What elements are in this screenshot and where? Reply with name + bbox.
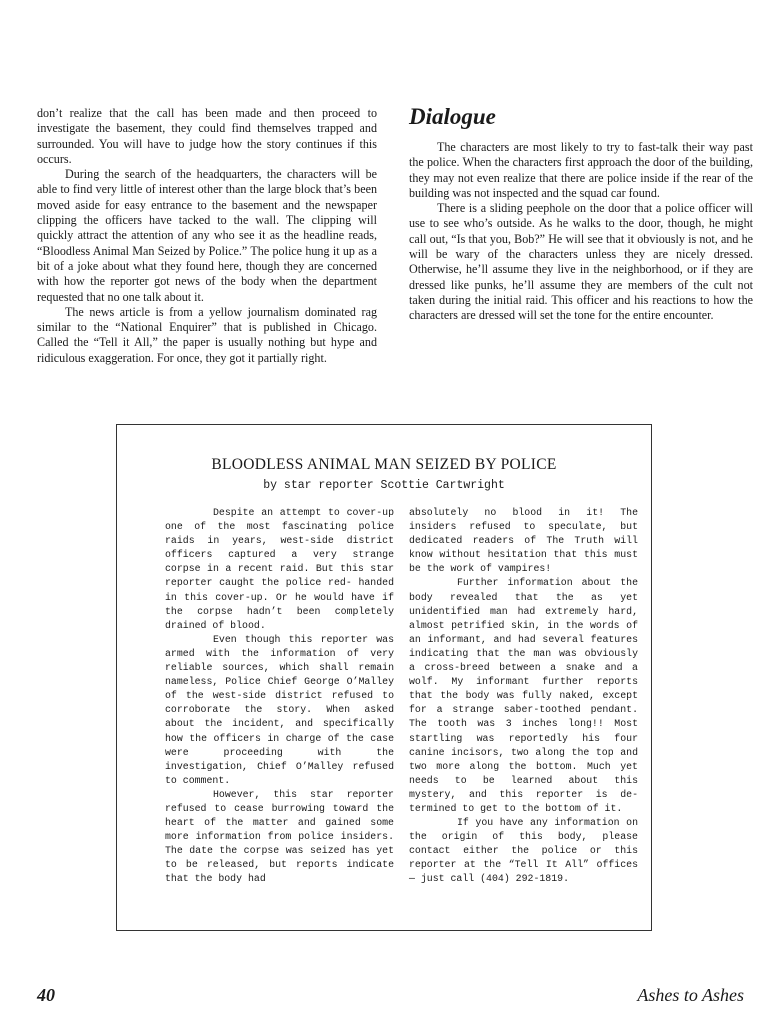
- clipping-paragraph: absolutely no blood in it! The insiders refused to speculate, but dedicated readers of The Truth will know without hesitation that this must be the work of vampires!: [409, 507, 638, 575]
- clipping-column-1: [165, 506, 394, 887]
- body-paragraph: There is a sliding peephole on the door that a police officer will use to see who’s outside. As he walks to the door, though, he might call out, “Is that you, Bob?” He will see that it obviously is not, and he will be wary of the characters unless they are nicely dressed. Otherwise, he’ll assume they live in the neighborhood, or if they are dressed like punks, he’ll assume they are members of the cult not taken during the initial raid. This officer and his reactions to how the characters are dressed will set the tone for the entire encounter.: [409, 201, 753, 323]
- clipping-paragraph: Despite an attempt to cover-up one of the most fascinating police raids in years, west-side district officers captured a very strange corpse in a recent raid. But this star reporter caught the police red- handed in this cover-up. Or he would have if the corpse hadn’t been completely drained of blood.: [165, 507, 394, 631]
- clipping-byline: by star reporter Scottie Cartwright: [263, 479, 505, 492]
- left-text-column: [37, 106, 377, 366]
- section-heading: Dialogue: [409, 104, 496, 129]
- clipping-paragraph: Further information about the body revealed that the as yet unidentified man had extremely hard, almost petrified skin, in the words of an informant, and had several features indicating that the man was obviously a cross-breed between a snake and a wolf. My informant further reports that the body was fully naked, except for a strange saber-toothed pendant. The tooth was 3 inches long!! Most startling was reportedly his four canine incisors, two along the top and two more along the bottom. Much yet needs to be learned about this mystery, and this reporter is de-termined to get to the bottom of it.: [409, 577, 638, 814]
- clipping-paragraph: However, this star reporter refused to cease burrowing toward the heart of the matter and gained some more information from police insiders. The date the corpse was seized has yet to be released, but reports indicate that the body had: [165, 788, 394, 885]
- body-paragraph: During the search of the headquarters, the characters will be able to find very little of interest other than the large block that’s been moved aside for easy entrance to the basement and the newspaper clipping the officers have tacked to the wall. The clipping will quickly attract the attention of any who see it as the headline reads, “Bloodless Animal Man Seized by Police.” The police hung it up as a bit of a joke about what they found here, though they are concerned with how the reporter got news of the body when the department requested that no one talk about it.: [37, 167, 377, 304]
- right-text-column: [409, 104, 753, 324]
- clipping-headline: BLOODLESS ANIMAL MAN SEIZED BY POLICE: [211, 456, 557, 473]
- clipping-column-2: [409, 506, 638, 887]
- newspaper-clipping: [116, 424, 652, 931]
- body-paragraph: The news article is from a yellow journalism dominated rag similar to the “National Enquirer” that is published in Chicago. Called the “Tell it All,” the paper is usually nothing but hype and ridiculous exaggeration. For once, they got it partially right.: [37, 304, 377, 365]
- clipping-paragraph: If you have any information on the origin of this body, please contact either the police or this reporter at the “Tell It All” offices — just call (404) 292-1819.: [409, 817, 638, 885]
- book-title: Ashes to Ashes: [637, 985, 744, 1005]
- page-number: 40: [37, 985, 55, 1005]
- clipping-paragraph: Even though this reporter was armed with the information of very reliable sources, which shall remain nameless, Police Chief George O’Malley of the west-side district refused to corroborate the story. When asked about the incident, and specifically how the officers in charge of the case were proceeding with the investigation, Chief O’Malley refused to comment.: [165, 633, 394, 786]
- body-paragraph: don’t realize that the call has been made and then proceed to investigate the basement, they could find themselves trapped and surrounded. You will have to judge how the story continues if this occurs.: [37, 106, 377, 166]
- body-paragraph: The characters are most likely to try to fast-talk their way past the police. When the characters first approach the door of the building, they may not even realize that there are police inside if the rear of the building was not inspected and the squad car found.: [409, 140, 753, 200]
